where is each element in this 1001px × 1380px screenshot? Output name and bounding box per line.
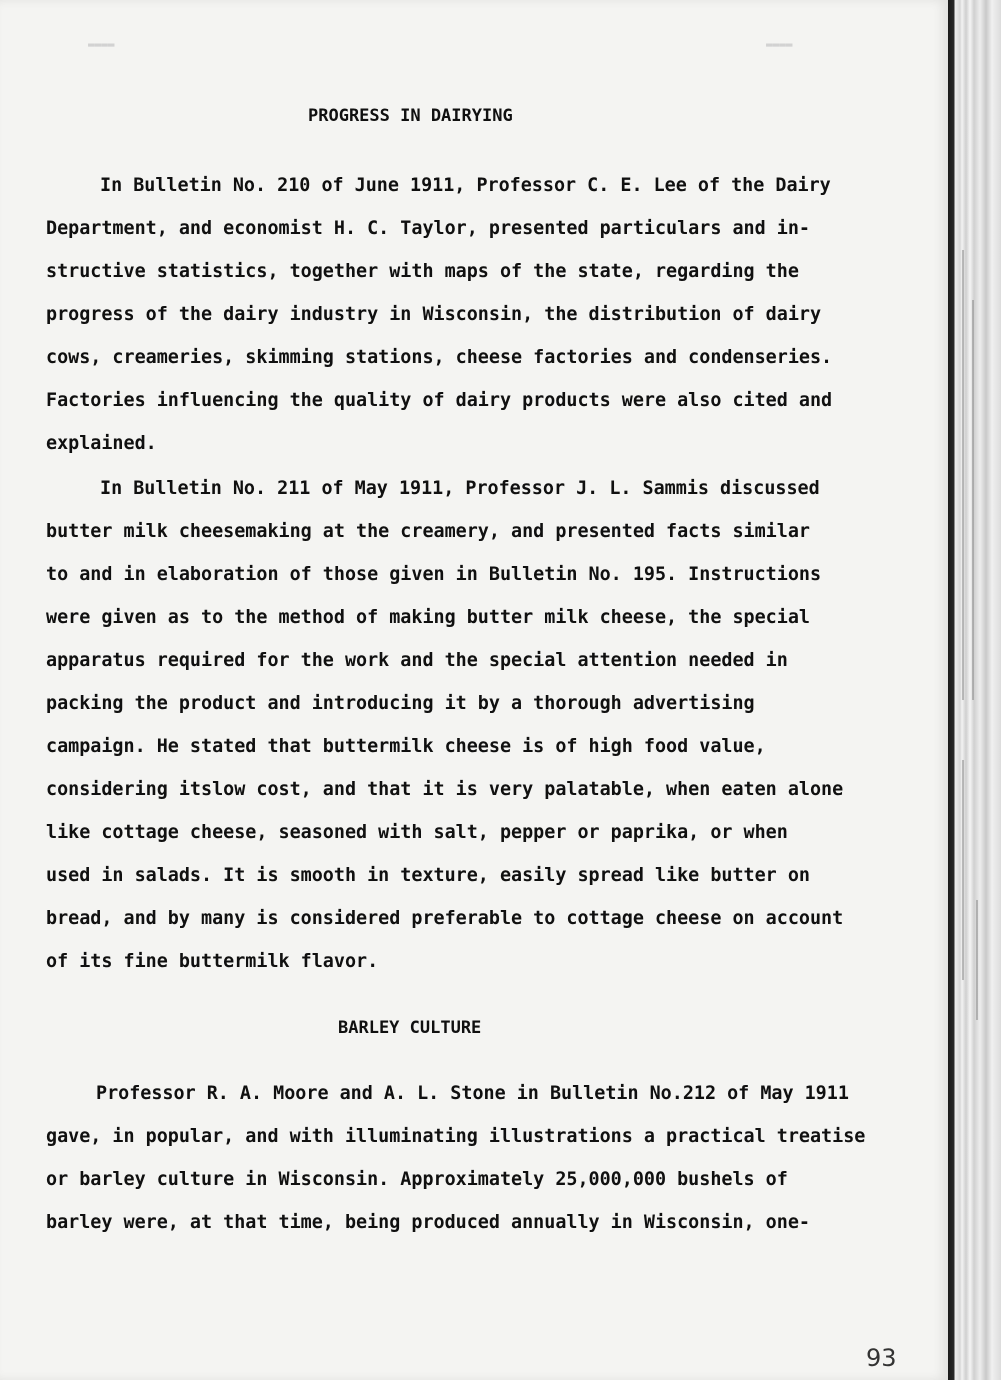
para1-line: cows, creameries, skimming stations, cheese factories and condenseries. (46, 347, 833, 368)
heading-barley-culture: BARLEY CULTURE (338, 1018, 482, 1038)
para2-line: to and in elaboration of those given in Bulletin No. 195. Instructions (46, 564, 822, 585)
heading-progress-in-dairying: PROGRESS IN DAIRYING (308, 106, 513, 126)
para3-line: Professor R. A. Moore and A. L. Stone in Bulletin No.212 of May 1911 (96, 1083, 849, 1104)
book-page-edges (948, 0, 1001, 1380)
para2-line: apparatus required for the work and the special attention needed in (46, 650, 788, 671)
para1-line: Department, and economist H. C. Taylor, presented particulars and in- (46, 218, 810, 239)
para1-line: explained. (46, 433, 157, 454)
para3-line: or barley culture in Wisconsin. Approximately 25,000,000 bushels of (46, 1169, 788, 1190)
bleed-through-mark: ▬▬▬▬ (88, 38, 115, 51)
para2-line: campaign. He stated that buttermilk cheese is of high food value, (46, 736, 766, 757)
bleed-through-mark: ▬▬▬▬ (766, 38, 793, 51)
para1-line: progress of the dairy industry in Wisconsin, the distribution of dairy (46, 304, 822, 325)
para2-line: considering itslow cost, and that it is very palatable, when eaten alone (46, 779, 844, 800)
para3-line: gave, in popular, and with illuminating illustrations a practical treatise (46, 1126, 866, 1147)
para1-line: structive statistics, together with maps of the state, regarding the (46, 261, 799, 282)
para2-line: like cottage cheese, seasoned with salt, pepper or paprika, or when (46, 822, 788, 843)
para1-line: In Bulletin No. 210 of June 1911, Professor C. E. Lee of the Dairy (100, 175, 831, 196)
page-number: 93 (866, 1344, 897, 1372)
para2-line: were given as to the method of making butter milk cheese, the special (46, 607, 810, 628)
para2-line: bread, and by many is considered preferable to cottage cheese on account (46, 908, 844, 929)
para1-line: Factories influencing the quality of dairy products were also cited and (46, 390, 833, 411)
para3-line: barley were, at that time, being produced annually in Wisconsin, one- (46, 1212, 810, 1233)
para2-line: used in salads. It is smooth in texture, easily spread like butter on (46, 865, 810, 886)
para2-line: of its fine buttermilk flavor. (46, 951, 379, 972)
para2-line: In Bulletin No. 211 of May 1911, Professor J. L. Sammis discussed (100, 478, 820, 499)
para2-line: packing the product and introducing it by a thorough advertising (46, 693, 755, 714)
para2-line: butter milk cheesemaking at the creamery, and presented facts similar (46, 521, 810, 542)
